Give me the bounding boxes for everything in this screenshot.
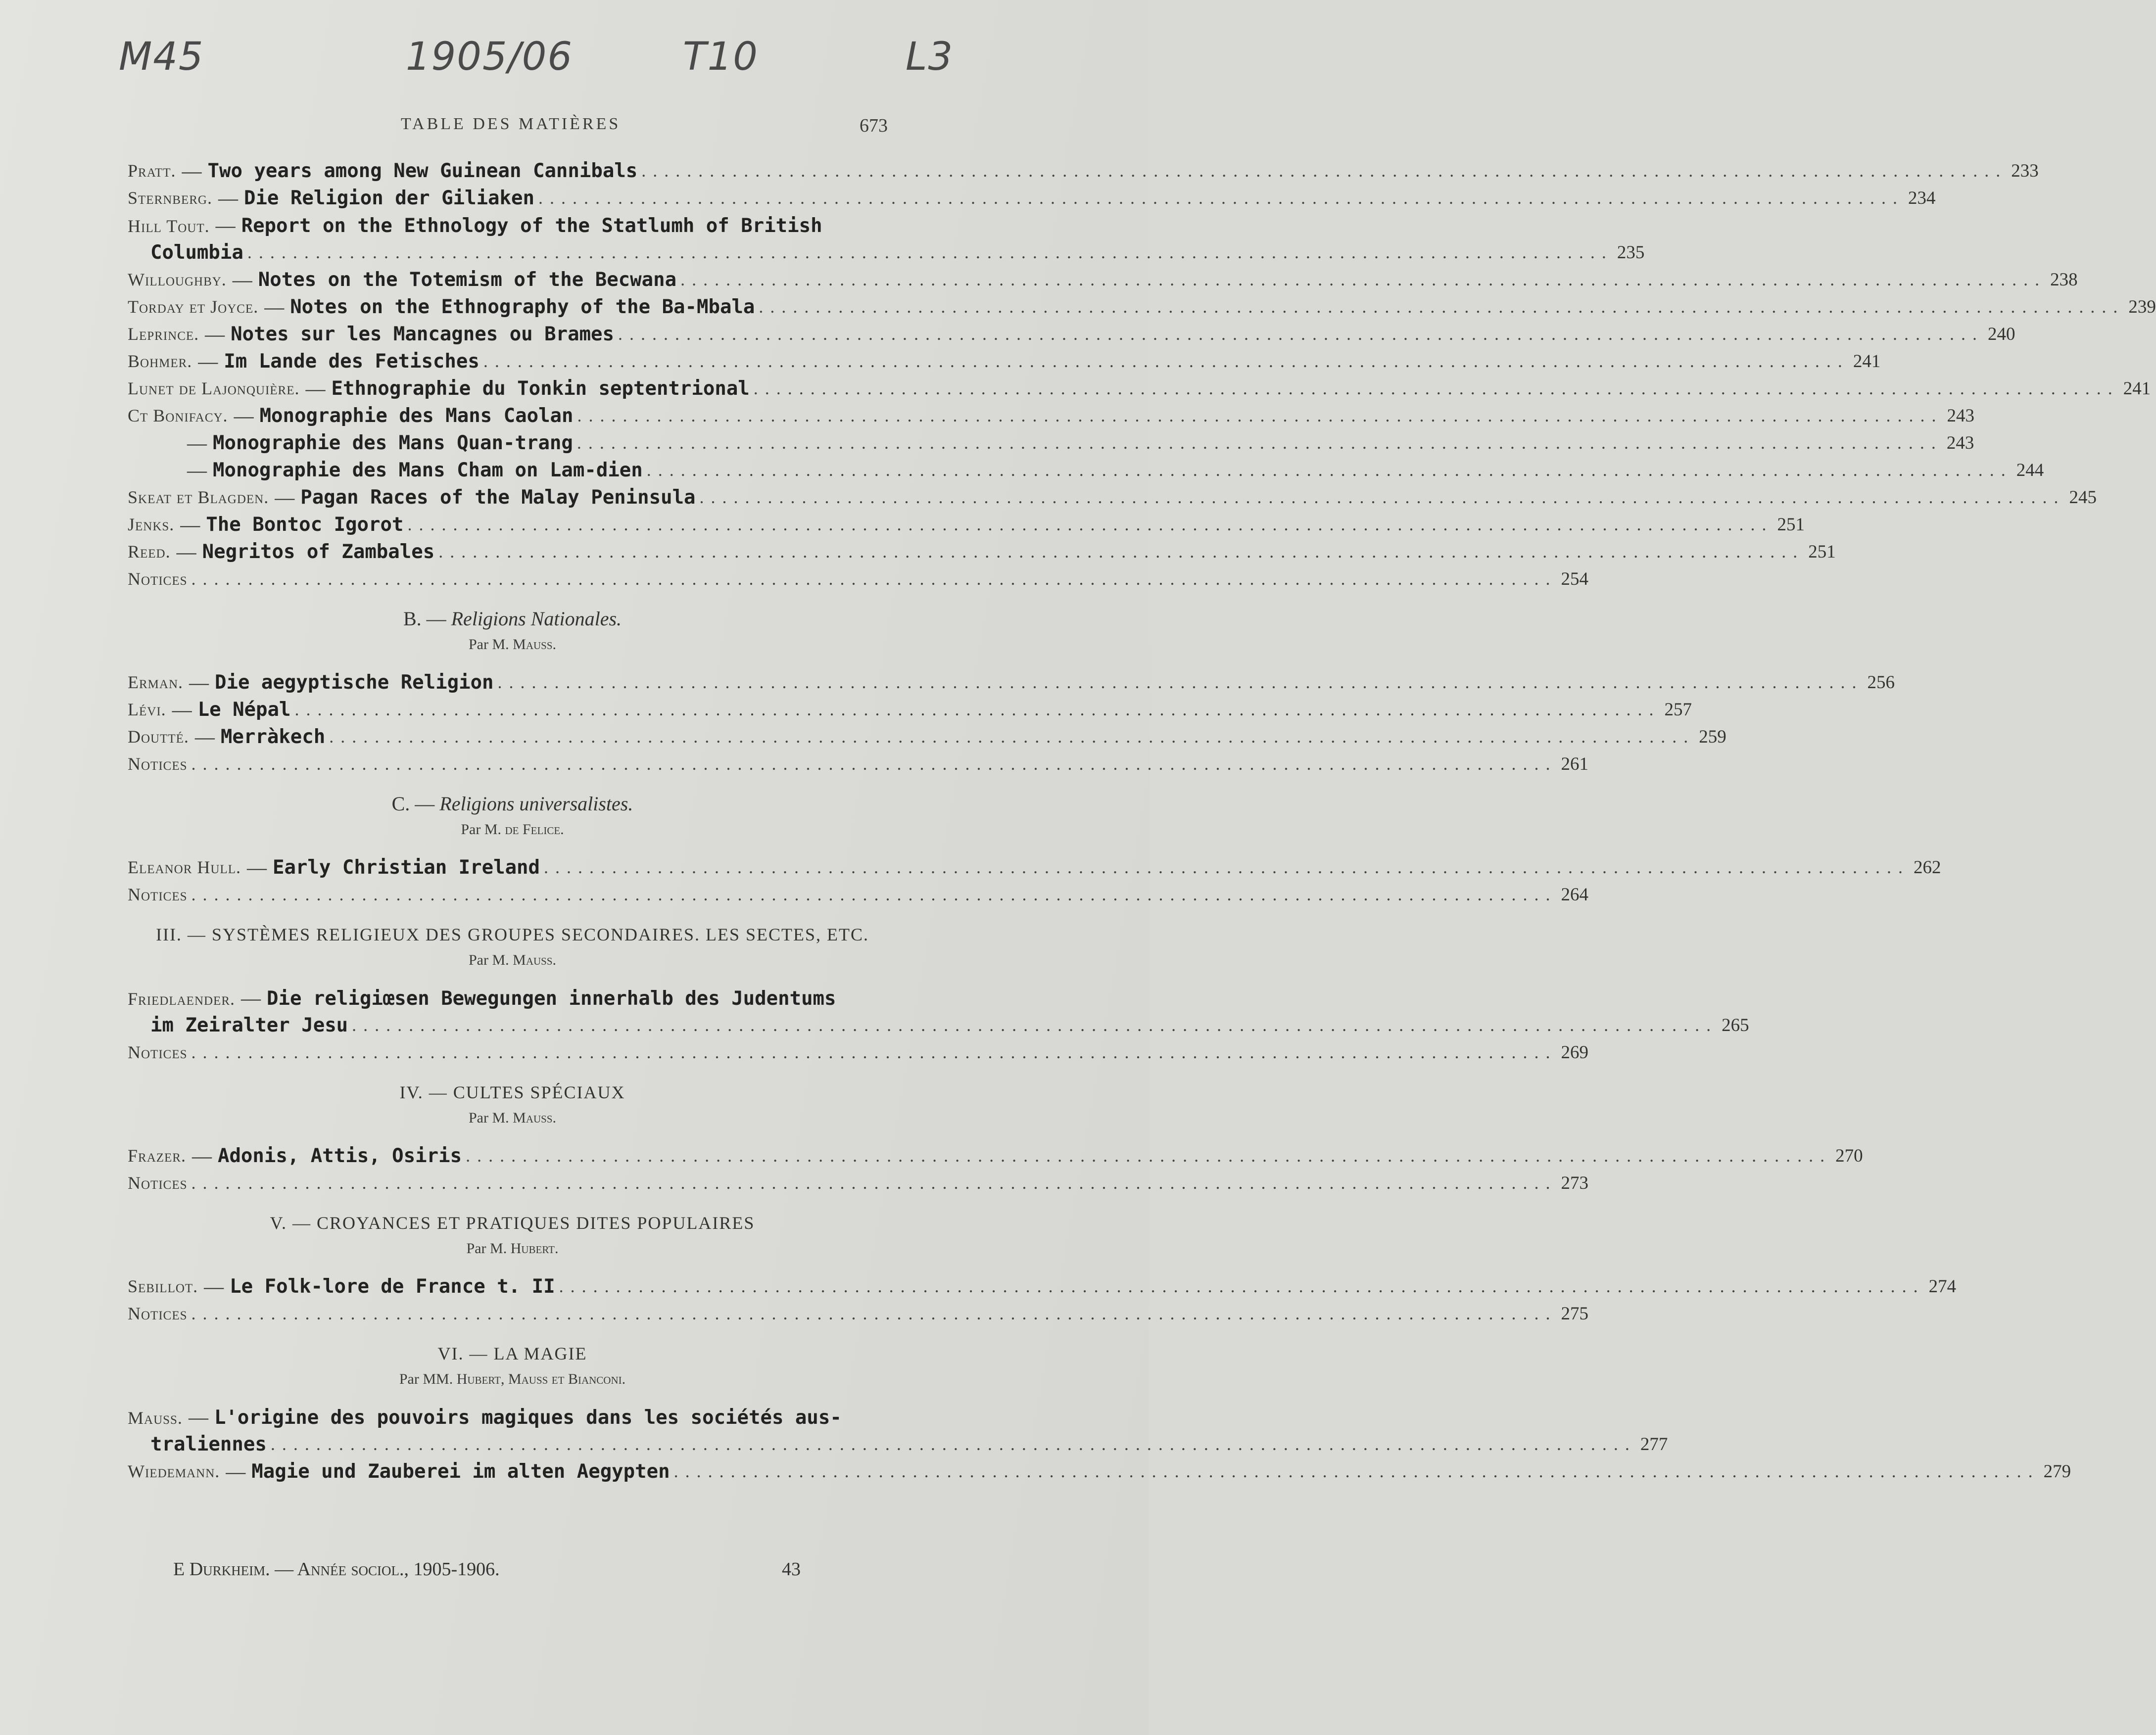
leader-dots: ........................................................................................................................: [294, 700, 1661, 719]
par-name: Hubert, Mauss et Bianconi.: [456, 1371, 626, 1387]
entry-author: Mauss.: [128, 1408, 183, 1428]
toc-entry: [128, 212, 1645, 266]
entry-author: Willoughby.: [128, 270, 227, 289]
par-name: de Felice.: [505, 821, 564, 838]
entry-title: Le Folk-lore de France t. II: [230, 1275, 555, 1298]
entry-page: 238: [2050, 270, 2078, 290]
entry-page: 244: [2016, 460, 2044, 480]
entry-page: 234: [1908, 188, 1936, 208]
entry-author: Notices: [128, 1304, 188, 1323]
par-prefix: Par M.: [468, 1110, 509, 1126]
section-title: Religions Nationales.: [451, 608, 622, 630]
toc-entry: [128, 321, 2015, 348]
entry-author: Notices: [128, 754, 188, 774]
running-head-page: 673: [860, 115, 888, 136]
leader-dots: ........................................................................................................................: [191, 1173, 1557, 1193]
entry-title: Adonis, Attis, Osiris: [217, 1145, 462, 1167]
entry-dash: —: [188, 1406, 208, 1428]
entry-title: Merràkech: [220, 726, 326, 748]
handwritten-mark: M45: [119, 35, 204, 79]
page-footer: [173, 1558, 866, 1588]
entry-title-continued: Columbia: [150, 241, 243, 264]
entry-dash: —: [232, 269, 252, 291]
entry-title: Monographie des Mans Quan-trang: [213, 432, 573, 454]
leader-dots: ........................................................................................................................: [538, 188, 1904, 208]
toc-entry: [128, 348, 1881, 375]
leader-dots: ........................................................................................................................: [544, 857, 1910, 877]
leader-dots: ........................................................................................................................: [270, 1434, 1636, 1454]
toc-entry: [128, 457, 2044, 484]
entry-title: Early Christian Ireland: [272, 856, 540, 879]
leader-dots: ........................................................................................................................: [699, 487, 2065, 507]
entry-author: Notices: [128, 885, 188, 904]
section-heading: IV. — CULTES SPÉCIAUX: [399, 1082, 625, 1102]
running-head-title: TABLE DES MATIÈRES: [401, 115, 621, 133]
leader-dots: ........................................................................................................................: [329, 727, 1695, 747]
entry-dash: —: [192, 1145, 212, 1167]
handwritten-mark: 1905/06: [406, 35, 574, 79]
entry-page: 275: [1561, 1304, 1588, 1324]
par-name: Mauss.: [513, 952, 557, 968]
entry-title: Two years among New Guinean Cannibals: [207, 160, 638, 182]
toc-entry: [128, 669, 1895, 696]
toc-entry: [128, 293, 2156, 321]
toc-group: [128, 1142, 1863, 1197]
entry-dash: —: [189, 671, 209, 694]
entry-author: Pratt.: [128, 161, 176, 181]
entry-page: 240: [1988, 324, 2015, 344]
entry-title: Die aegyptische Religion: [215, 671, 494, 694]
section-prefix: C. —: [391, 793, 435, 815]
entry-page: 251: [1808, 542, 1836, 562]
toc-entry: [128, 565, 1588, 593]
leader-dots: ........................................................................................................................: [466, 1146, 1832, 1166]
toc-entry: [128, 723, 1726, 750]
entry-page: 257: [1664, 700, 1692, 720]
entry-page: 277: [1640, 1434, 1668, 1454]
section-author: [128, 949, 897, 972]
leader-dots: ........................................................................................................................: [559, 1276, 1925, 1296]
footer-text: E Durkheim. — Année sociol., 1905-1906.: [173, 1559, 500, 1580]
entry-author: Jenks.: [128, 515, 175, 534]
entry-author: Notices: [128, 569, 188, 589]
section-heading: V. — CROYANCES ET PRATIQUES DITES POPULAIRES: [270, 1213, 755, 1233]
section-heading: III. — SYSTÈMES RELIGIEUX DES GROUPES SECONDAIRES. LES SECTES, ETC.: [155, 925, 869, 944]
leader-dots: ........................................................................................................................: [352, 1015, 1718, 1035]
leader-dots: ........................................................................................................................: [438, 542, 1805, 562]
leader-dots: ........................................................................................................................: [759, 297, 2125, 317]
entry-title: Ethnographie du Tonkin septentrional: [331, 377, 750, 400]
entry-author: Erman.: [128, 672, 184, 692]
entry-author: Notices: [128, 1042, 188, 1062]
leader-dots: ........................................................................................................................: [576, 433, 1943, 453]
entry-dash: —: [172, 699, 192, 721]
entry-dash: —: [305, 377, 326, 400]
entry-title: Im Lande des Fetisches: [224, 350, 479, 373]
entry-dash: —: [205, 323, 225, 345]
entry-author: Reed.: [128, 542, 171, 562]
entry-author: Hill Tout.: [128, 216, 210, 236]
leader-dots: ........................................................................................................................: [191, 569, 1557, 589]
entry-dash: —: [187, 432, 207, 454]
leader-dots: ........................................................................................................................: [247, 242, 1613, 262]
entry-page: 235: [1617, 242, 1645, 263]
leader-dots: ........................................................................................................................: [646, 460, 2012, 480]
section-heading: [128, 605, 897, 633]
entry-title: Notes on the Totemism of the Becwana: [258, 269, 677, 291]
entry-dash: —: [204, 1275, 224, 1298]
entry-dash: —: [218, 187, 238, 209]
entry-title: Die religiœsen Bewegungen innerhalb des Judentums: [267, 987, 836, 1010]
toc-content: [128, 157, 2156, 1485]
entry-title: Monographie des Mans Cham on Lam-dien: [213, 459, 643, 481]
entry-dash: —: [215, 214, 236, 236]
toc-entry: [128, 375, 2151, 402]
entry-author: Ct Bonifacy.: [128, 406, 228, 425]
entry-page: 270: [1835, 1146, 1863, 1166]
toc-entry: [128, 1170, 1588, 1197]
entry-title: The Bontoc Igorot: [206, 514, 404, 536]
entry-page: 261: [1561, 754, 1588, 774]
entry-author: Friedlaender.: [128, 989, 235, 1009]
entry-title: L'origine des pouvoirs magiques dans les sociétés aus-: [214, 1407, 842, 1429]
par-prefix: Par M.: [468, 952, 509, 968]
entry-author: Bohmer.: [128, 351, 192, 371]
leader-dots: ........................................................................................................................: [497, 672, 1864, 692]
entry-author: Frazer.: [128, 1146, 186, 1166]
entry-page: 241: [1853, 351, 1881, 372]
entry-author: Eleanor Hull.: [128, 857, 241, 877]
toc-entry: [128, 1039, 1588, 1066]
section-prefix: B. —: [403, 608, 446, 630]
par-name: Mauss.: [513, 636, 557, 653]
toc-entry: [128, 750, 1588, 778]
par-name: Hubert.: [510, 1240, 559, 1257]
toc-entry: [128, 881, 1588, 908]
entry-page: 264: [1561, 885, 1588, 905]
section-title: Religions universalistes.: [439, 793, 633, 815]
entry-dash: —: [226, 1460, 246, 1483]
entry-title: Notes sur les Mancagnes ou Brames: [231, 323, 615, 345]
entry-title: Pagan Races of the Malay Peninsula: [300, 486, 696, 509]
entry-author: Lévi.: [128, 700, 166, 719]
leader-dots: ........................................................................................................................: [641, 161, 2008, 181]
entry-author: Wiedemann.: [128, 1461, 220, 1481]
toc-entry: [128, 538, 1836, 565]
entry-page: 254: [1561, 569, 1588, 589]
leader-dots: ........................................................................................................................: [191, 754, 1557, 774]
toc-entry: [128, 985, 1749, 1039]
section-heading: [128, 790, 897, 818]
entry-author: Lunet de Lajonquière.: [128, 378, 300, 398]
toc-entry: [128, 1142, 1863, 1170]
entry-author: Torday et Joyce.: [128, 297, 259, 317]
toc-entry: [128, 696, 1692, 723]
section-heading: VI. — LA MAGIE: [437, 1344, 587, 1363]
entry-dash: —: [234, 405, 254, 427]
handwritten-mark: L3: [906, 35, 954, 79]
toc-entry: [128, 511, 1805, 538]
entry-title: Report on the Ethnology of the Statlumh of British: [241, 215, 822, 237]
entry-dash: —: [176, 541, 196, 563]
par-prefix: Par M.: [466, 1240, 507, 1257]
section-author: [128, 1107, 897, 1129]
entry-page: 239: [2128, 297, 2156, 317]
entry-page: 251: [1777, 515, 1805, 535]
leader-dots: ........................................................................................................................: [680, 270, 2047, 289]
entry-author: Leprince.: [128, 324, 199, 344]
toc-group: [128, 157, 2156, 593]
handwritten-mark: T10: [683, 35, 759, 79]
running-head: [0, 115, 1149, 144]
par-prefix: Par M.: [468, 636, 509, 653]
entry-title: Magie und Zauberei im alten Aegypten: [251, 1460, 670, 1483]
entry-page: 243: [1947, 406, 1975, 426]
section-author: [128, 1237, 897, 1260]
entry-dash: —: [275, 486, 295, 509]
entry-title: Monographie des Mans Caolan: [259, 405, 574, 427]
entry-title: Notes on the Ethnography of the Ba-Mbala: [290, 296, 755, 318]
leader-dots: ........................................................................................................................: [191, 1304, 1557, 1323]
entry-dash: —: [180, 514, 200, 536]
toc-entry: [128, 402, 1975, 429]
toc-entry: [128, 266, 2078, 293]
toc-group: [128, 669, 1895, 778]
entry-dash: —: [246, 856, 267, 879]
par-prefix: Par MM.: [399, 1371, 453, 1387]
leader-dots: ........................................................................................................................: [618, 324, 1984, 344]
par-name: Mauss.: [513, 1110, 557, 1126]
toc-group: [128, 1273, 1957, 1327]
entry-page: 262: [1914, 857, 1941, 878]
entry-author: Sternberg.: [128, 188, 212, 208]
entry-dash: —: [182, 160, 202, 182]
entry-author: Notices: [128, 1173, 188, 1193]
entry-page: 259: [1699, 727, 1726, 747]
entry-title-continued: traliennes: [150, 1433, 267, 1455]
section-author: [128, 1368, 897, 1391]
entry-page: 245: [2069, 487, 2097, 508]
leader-dots: ........................................................................................................................: [483, 351, 1849, 371]
section-author: [128, 633, 897, 656]
toc-entry: [128, 1273, 1957, 1300]
toc-entry: [128, 157, 2039, 185]
entry-page: 269: [1561, 1042, 1588, 1063]
entry-page: 233: [2011, 161, 2039, 181]
toc-entry: [128, 1458, 2071, 1485]
toc-entry: [128, 484, 2097, 511]
entry-title-continued: im Zeiralter Jesu: [150, 1014, 348, 1036]
entry-title: Die Religion der Giliaken: [243, 187, 534, 209]
leader-dots: ........................................................................................................................: [407, 515, 1773, 534]
entry-author: Doutté.: [128, 727, 189, 747]
leader-dots: ........................................................................................................................: [191, 885, 1557, 904]
entry-dash: —: [264, 296, 285, 318]
leader-dots: ........................................................................................................................: [191, 1042, 1557, 1062]
entry-dash: —: [194, 726, 215, 748]
toc-group: [128, 854, 1941, 908]
section-author: [128, 818, 897, 841]
entry-author: Sebillot.: [128, 1276, 198, 1296]
toc-entry: [128, 1404, 1668, 1458]
toc-entry: [128, 1300, 1588, 1327]
entry-author: Skeat et Blagden.: [128, 487, 269, 507]
entry-title: Negritos of Zambales: [202, 541, 435, 563]
toc-entry: [128, 429, 1974, 457]
entry-dash: —: [198, 350, 218, 373]
entry-dash: —: [187, 459, 207, 481]
toc-entry: [128, 854, 1941, 881]
entry-title: Le Népal: [197, 699, 291, 721]
leader-dots: ........................................................................................................................: [577, 406, 1943, 425]
leader-dots: ........................................................................................................................: [673, 1461, 2040, 1481]
entry-page: 274: [1928, 1276, 1957, 1297]
entry-page: 279: [2043, 1461, 2071, 1482]
entry-page: 243: [1946, 433, 1974, 453]
entry-dash: —: [241, 987, 261, 1009]
entry-page: 265: [1722, 1015, 1749, 1035]
leader-dots: ........................................................................................................................: [753, 378, 2119, 398]
par-prefix: Par M.: [461, 821, 501, 838]
entry-page: 241: [2123, 378, 2151, 399]
entry-page: 256: [1867, 672, 1895, 693]
footer-signature-number: 43: [782, 1559, 801, 1580]
entry-page: 273: [1561, 1173, 1588, 1193]
toc-entry: [128, 185, 1936, 212]
